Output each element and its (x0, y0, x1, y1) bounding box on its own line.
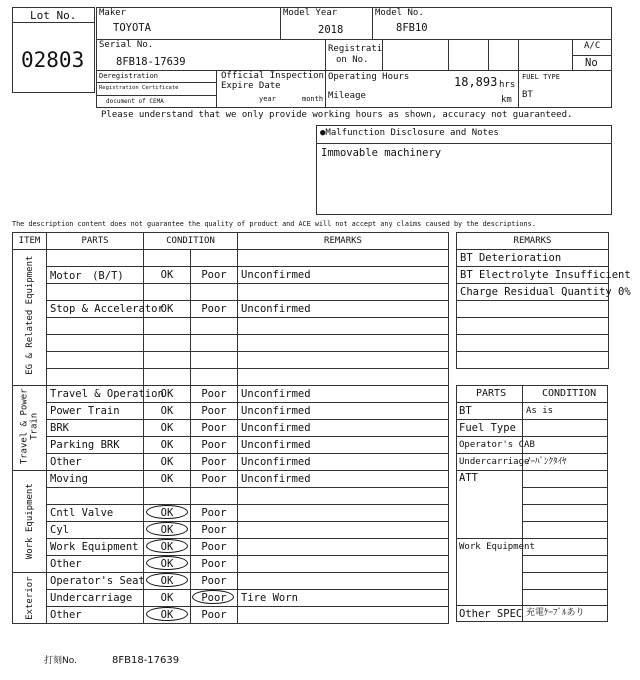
model-year-value: 2018 (318, 24, 344, 36)
part-cell: Parking BRK (47, 437, 144, 454)
right-parts-col-condition: CONDITION (542, 388, 597, 399)
poor-cell (191, 250, 238, 267)
official-inspection-label: Official Inspection (221, 71, 324, 81)
poor-cell (191, 318, 238, 335)
ac-label: A/C (584, 41, 601, 51)
mileage-label: Mileage (328, 91, 366, 101)
right-remark-item (457, 352, 609, 369)
poor-cell (191, 488, 238, 505)
part-cell: Other (47, 607, 144, 624)
right-remark-item (457, 301, 609, 318)
ok-cell: OK (144, 505, 191, 522)
model-no-value: 8FB10 (396, 22, 428, 34)
ok-cell: OK (144, 386, 191, 403)
remark-cell (238, 488, 449, 505)
month-label: month (302, 95, 324, 103)
poor-cell: Poor (191, 267, 238, 284)
operating-hours-value: 18,893 (454, 75, 498, 89)
poor-cell: Poor (191, 539, 238, 556)
remark-cell: Tire Worn (238, 590, 449, 607)
selected-ok-circle (146, 607, 188, 621)
ok-cell: OK (144, 267, 191, 284)
remark-cell (238, 556, 449, 573)
poor-cell: Poor (191, 454, 238, 471)
part-cell: Cntl Valve (47, 505, 144, 522)
right-part-label: Work Equipment (459, 542, 535, 552)
group-travel-label-1: Travel & Power (19, 388, 30, 465)
operating-hours-label: Operating Hours (328, 72, 410, 82)
part-cell: Travel & Operation (47, 386, 144, 403)
registration-certificate-label: Registration Certificate (99, 85, 179, 91)
notice-hours: Please understand that we only provide working hours as shown, accuracy not guaranteed. (101, 110, 573, 120)
disclaimer: The description content does not guarantee the quality of product and ACE will not accept any claims caused by the descriptions. (12, 220, 536, 228)
group-travel-cell (13, 386, 47, 471)
ok-cell (144, 250, 191, 267)
part-cell (47, 335, 144, 352)
part-cell (47, 318, 144, 335)
ok-cell (144, 369, 191, 386)
remark-cell: Unconfirmed (238, 437, 449, 454)
malfunction-title: ●Malfunction Disclosure and Notes (320, 128, 499, 138)
group-work-label: Work Equipment (24, 483, 35, 560)
selected-ok-circle (146, 539, 188, 553)
selected-ok-circle (146, 522, 188, 536)
part-cell: Power Train (47, 403, 144, 420)
hrs-label: hrs (499, 80, 516, 90)
year-label: year (259, 95, 276, 103)
right-remark-item (457, 318, 609, 335)
part-cell (47, 352, 144, 369)
poor-cell: Poor (191, 471, 238, 488)
right-remark-item (457, 335, 609, 352)
poor-cell: Poor (191, 607, 238, 624)
remark-cell (238, 573, 449, 590)
ok-cell: OK (144, 454, 191, 471)
poor-cell: Poor (191, 420, 238, 437)
poor-cell: Poor (191, 590, 238, 607)
part-cell: Stop & Accelerator (47, 301, 144, 318)
ok-cell (144, 335, 191, 352)
fuel-type-label: FUEL TYPE (522, 73, 560, 81)
right-remark-item: Charge Residual Quantity 0% (457, 284, 609, 301)
group-exterior-label: Exterior (24, 576, 35, 620)
group-eg-cell (13, 250, 47, 386)
part-cell: Other (47, 556, 144, 573)
lot-no-label: Lot No. (30, 9, 77, 22)
remark-cell (238, 250, 449, 267)
lot-no-value: 02803 (21, 48, 85, 72)
col-item-header: ITEM (13, 233, 47, 250)
poor-cell: Poor (191, 437, 238, 454)
col-condition-header: CONDITION (144, 233, 238, 250)
ac-value: No (585, 57, 598, 69)
ok-cell (144, 318, 191, 335)
poor-cell: Poor (191, 505, 238, 522)
remark-cell (238, 352, 449, 369)
poor-cell (191, 335, 238, 352)
remark-cell (238, 539, 449, 556)
right-part-label: Fuel Type (459, 422, 516, 434)
right-remarks-table (456, 232, 631, 369)
ok-cell: OK (144, 607, 191, 624)
selected-ok-circle (146, 573, 188, 587)
remark-cell (238, 522, 449, 539)
part-cell: Undercarriage (47, 590, 144, 607)
poor-cell: Poor (191, 522, 238, 539)
km-label: km (501, 95, 512, 105)
maker-value: TOYOTA (113, 22, 151, 34)
maker-label: Maker (99, 8, 127, 18)
malfunction-text: Immovable machinery (321, 147, 442, 159)
part-cell: Cyl (47, 522, 144, 539)
poor-cell (191, 284, 238, 301)
remark-cell: Unconfirmed (238, 454, 449, 471)
stamp-value: 8FB18-17639 (112, 655, 180, 666)
remark-cell (238, 607, 449, 624)
right-remark-item: BT Electrolyte Insufficient (457, 267, 609, 284)
right-part-label: BT (459, 405, 472, 417)
registration-label-1: Registrati (328, 44, 383, 54)
part-cell (47, 250, 144, 267)
remark-cell: Unconfirmed (238, 386, 449, 403)
fuel-type-value: BT (522, 90, 533, 100)
remark-cell (238, 335, 449, 352)
malfunction-box (316, 125, 612, 215)
right-remarks-header: REMARKS (457, 233, 609, 250)
stamp-label: 打刻No. (44, 656, 77, 666)
poor-cell: Poor (191, 556, 238, 573)
condition-table (12, 232, 449, 624)
remark-cell: Unconfirmed (238, 301, 449, 318)
ok-cell: OK (144, 539, 191, 556)
expire-date-label: Expire Date (221, 81, 281, 91)
selected-poor-circle (192, 590, 234, 604)
part-cell: Motor (B/T) (47, 267, 144, 284)
part-cell: Other (47, 454, 144, 471)
poor-cell (191, 352, 238, 369)
poor-cell (191, 369, 238, 386)
group-eg-label: EG & Related Equipment (24, 255, 35, 375)
model-year-label: Model Year (283, 8, 338, 18)
ok-cell: OK (144, 590, 191, 607)
poor-cell: Poor (191, 573, 238, 590)
serial-no-value: 8FB18-17639 (116, 56, 186, 68)
selected-ok-circle (146, 505, 188, 519)
group-exterior-cell (13, 573, 47, 624)
ok-cell: OK (144, 403, 191, 420)
remark-cell (238, 369, 449, 386)
serial-no-label: Serial No. (99, 40, 154, 50)
right-remark-item: BT Deterioration (457, 250, 609, 267)
remark-cell: Unconfirmed (238, 267, 449, 284)
part-cell (47, 284, 144, 301)
col-parts-header: PARTS (47, 233, 144, 250)
right-part-label: ATT (459, 472, 478, 484)
right-part-label: Undercarriage (459, 457, 530, 467)
group-travel-label-2: Train (30, 412, 40, 440)
document-cema-label: document of CEMA (106, 98, 164, 105)
ok-cell: OK (144, 420, 191, 437)
right-part-label: Operator's CAB (459, 440, 535, 450)
ok-cell (144, 284, 191, 301)
poor-cell: Poor (191, 301, 238, 318)
ok-cell: OK (144, 471, 191, 488)
right-part-label: Other SPEC (459, 608, 523, 620)
col-remarks-header: REMARKS (238, 233, 449, 250)
remark-cell: Unconfirmed (238, 420, 449, 437)
part-cell (47, 369, 144, 386)
remark-cell: Unconfirmed (238, 471, 449, 488)
right-part-condition: ﾉｰﾊﾟﾝｸﾀｲﾔ (526, 457, 567, 467)
remark-cell (238, 284, 449, 301)
selected-ok-circle (146, 556, 188, 570)
model-no-label: Model No. (375, 8, 424, 18)
part-cell: Moving (47, 471, 144, 488)
right-part-condition: 充電ｹｰﾌﾞﾙあり (526, 608, 585, 618)
deregistration-label: Deregistration (99, 72, 159, 80)
ok-cell (144, 488, 191, 505)
group-travel-label (20, 383, 41, 469)
ok-cell: OK (144, 556, 191, 573)
ok-cell (144, 352, 191, 369)
part-cell: BRK (47, 420, 144, 437)
remark-cell (238, 318, 449, 335)
remark-cell (238, 505, 449, 522)
ok-cell: OK (144, 301, 191, 318)
part-cell (47, 488, 144, 505)
registration-label-2: on No. (336, 55, 369, 65)
poor-cell: Poor (191, 386, 238, 403)
ok-cell: OK (144, 522, 191, 539)
part-cell: Work Equipment (47, 539, 144, 556)
remark-cell: Unconfirmed (238, 403, 449, 420)
ok-cell: OK (144, 573, 191, 590)
ok-cell: OK (144, 437, 191, 454)
right-parts-col-parts: PARTS (476, 388, 507, 399)
poor-cell: Poor (191, 403, 238, 420)
group-work-cell (13, 471, 47, 573)
right-part-condition: As is (526, 406, 554, 416)
part-cell: Operator's Seat (47, 573, 144, 590)
